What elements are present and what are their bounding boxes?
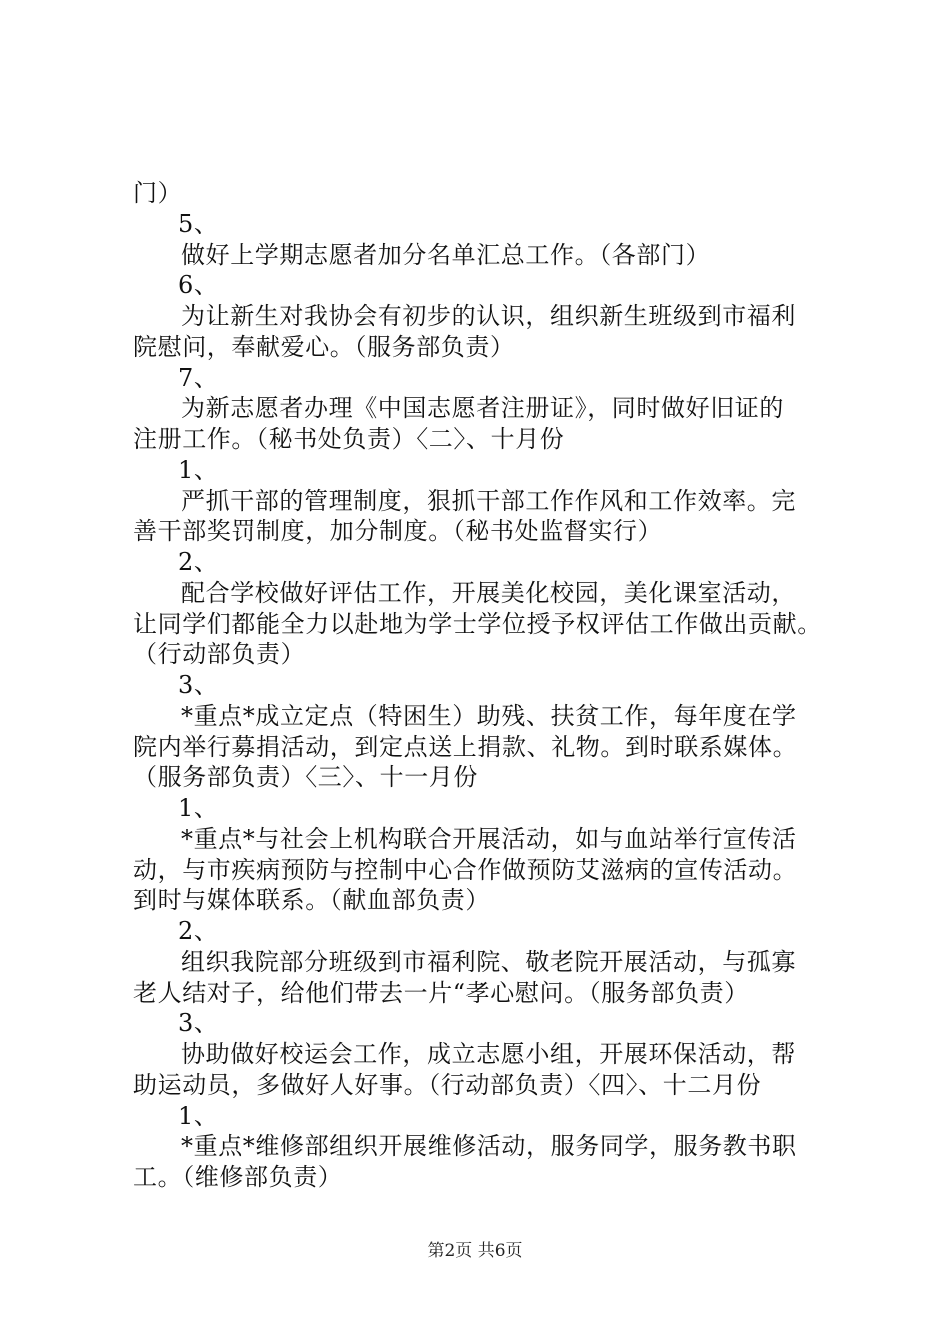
paragraph-line: 让同学们都能全力以赴地为学士学位授予权评估工作做出贡献。	[133, 610, 822, 638]
item-number: 7、	[178, 364, 219, 392]
item-number: 1、	[178, 794, 219, 822]
paragraph-line: *重点*与社会上机构联合开展活动，如与血站举行宣传活	[181, 825, 797, 853]
paragraph-line: 助运动员，多做好人好事。（行动部负责）〈四〉、十二月份	[133, 1071, 762, 1099]
item-number: 5、	[178, 210, 219, 238]
paragraph-line: 配合学校做好评估工作，开展美化校园，美化课室活动，	[181, 579, 796, 607]
paragraph-line: （服务部负责）〈三〉、十一月份	[133, 763, 478, 791]
item-number: 2、	[178, 917, 219, 945]
paragraph-line: 协助做好校运会工作，成立志愿小组，开展环保活动，帮	[181, 1040, 796, 1068]
paragraph-line: 善干部奖罚制度，加分制度。（秘书处监督实行）	[133, 517, 663, 545]
paragraph-line: 为让新生对我协会有初步的认识，组织新生班级到市福利	[181, 302, 796, 330]
paragraph-line: 组织我院部分班级到市福利院、敬老院开展活动，与孤寡	[181, 948, 796, 976]
page-footer: 第2页 共6页	[427, 1241, 523, 1261]
paragraph-line: 老人结对子，给他们带去一片“孝心慰问。（服务部负责）	[133, 979, 749, 1007]
paragraph-line: 注册工作。（秘书处负责）〈二〉、十月份	[133, 425, 565, 453]
paragraph-line: 做好上学期志愿者加分名单汇总工作。（各部门）	[181, 241, 711, 269]
paragraph-line: 动，与市疾病预防与控制中心合作做预防艾滋病的宣传活动。	[133, 856, 798, 884]
paragraph-line: *重点*维修部组织开展维修活动，服务同学，服务教书职	[181, 1132, 797, 1160]
paragraph-line: 到时与媒体联系。（献血部负责）	[133, 886, 490, 914]
item-number: 6、	[178, 271, 219, 299]
item-number: 2、	[178, 548, 219, 576]
item-number: 3、	[178, 671, 219, 699]
paragraph-line: 院内举行募捐活动，到定点送上捐款、礼物。到时联系媒体。	[133, 733, 798, 761]
paragraph-line: 门）	[133, 179, 183, 207]
item-number: 3、	[178, 1009, 219, 1037]
paragraph-line: 为新志愿者办理《中国志愿者注册证》，同时做好旧证的	[181, 394, 784, 422]
paragraph-line: （行动部负责）	[133, 640, 306, 668]
item-number: 1、	[178, 1102, 219, 1130]
paragraph-line: 严抓干部的管理制度，狠抓干部工作作风和工作效率。完	[181, 487, 796, 515]
paragraph-line: 工。（维修部负责）	[133, 1163, 343, 1191]
item-number: 1、	[178, 456, 219, 484]
paragraph-line: *重点*成立定点（特困生）助残、扶贫工作，每年度在学	[181, 702, 797, 730]
paragraph-line: 院慰问，奉献爱心。（服务部负责）	[133, 333, 515, 361]
